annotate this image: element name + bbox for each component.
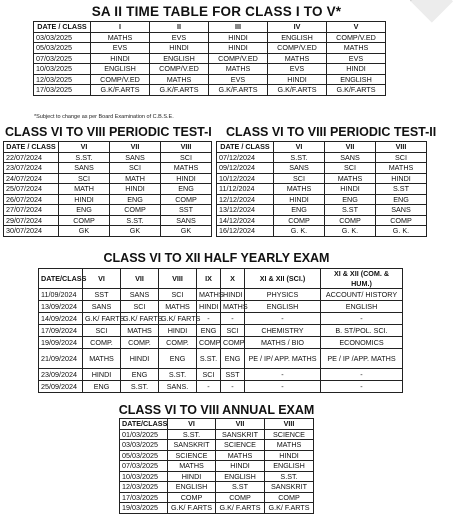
subject-cell: G.K/ F.ARTS	[168, 503, 216, 514]
header-class-1: VI	[83, 269, 121, 289]
subject-cell: COMP.	[121, 337, 159, 349]
subject-cell: HINDI	[168, 471, 216, 482]
subject-cell: ENG	[376, 194, 427, 205]
subject-cell: MATHS	[265, 440, 314, 451]
subject-cell: S.ST.	[110, 215, 161, 226]
subject-cell: SCI	[376, 152, 427, 163]
date-cell: 24/07/2024	[4, 173, 59, 184]
date-cell: 17/09/2024	[39, 325, 83, 337]
subject-cell: -	[197, 313, 221, 325]
subject-cell: SCI	[110, 163, 161, 174]
subject-cell: MATHS	[268, 53, 327, 64]
subject-cell: SANS	[274, 163, 325, 174]
header-class-5: V	[327, 22, 386, 33]
table-row	[120, 440, 314, 451]
subject-cell: ENG	[274, 205, 325, 216]
date-cell: 10/03/2025	[120, 471, 168, 482]
subject-cell: SANS	[161, 215, 212, 226]
subject-cell: HINDI	[209, 43, 268, 54]
table-row	[4, 184, 212, 195]
date-cell: 26/07/2024	[4, 194, 59, 205]
subject-cell: ENGLISH	[91, 64, 150, 75]
subject-cell: GK	[110, 226, 161, 237]
annual-title: CLASS VI TO VIII ANNUAL EXAM	[118, 403, 315, 417]
header-class-2: VII	[121, 269, 159, 289]
subject-cell: COMP	[161, 194, 212, 205]
table-header-row	[39, 269, 403, 289]
subject-cell: -	[221, 313, 245, 325]
date-cell: 17/03/2025	[120, 492, 168, 503]
subject-cell: -	[245, 313, 321, 325]
subject-cell: ENG	[221, 349, 245, 369]
date-cell: 19/03/2025	[120, 503, 168, 514]
table-row	[34, 53, 386, 64]
timetable-1-5-table	[33, 21, 386, 96]
subject-cell: GK	[161, 226, 212, 237]
table-row	[34, 74, 386, 85]
subject-cell: HINDI	[216, 461, 265, 472]
subject-cell: COMP.	[83, 337, 121, 349]
subject-cell: ENGLISH	[265, 461, 314, 472]
subject-cell: ENGLISH	[327, 74, 386, 85]
date-cell: 14/12/2024	[217, 215, 274, 226]
header-date-class: DATE / CLASS	[34, 22, 91, 33]
header-date-class: DATE/CLASS	[120, 419, 168, 430]
subject-cell: -	[197, 381, 221, 393]
subject-cell: HINDI	[121, 349, 159, 369]
subject-cell: PHYSICS	[245, 289, 321, 301]
subject-cell: MATHS	[216, 450, 265, 461]
subject-cell: HINDI	[159, 325, 197, 337]
subject-cell: S.ST.	[197, 349, 221, 369]
subject-cell: SCIENCE	[216, 440, 265, 451]
subject-cell: S.ST.	[159, 369, 197, 381]
subject-cell: SANSKRIT	[216, 429, 265, 440]
date-cell: 05/03/2025	[34, 43, 91, 54]
subject-cell: ENG	[110, 194, 161, 205]
subject-cell: HINDI	[83, 369, 121, 381]
table-row	[120, 461, 314, 472]
subject-cell: SCI	[59, 173, 110, 184]
subject-cell: -	[221, 381, 245, 393]
table-row	[4, 205, 212, 216]
table-row	[4, 194, 212, 205]
table-row	[39, 349, 403, 369]
subject-cell: MATHS	[325, 173, 376, 184]
subject-cell: G.K/F.ARTS	[209, 85, 268, 96]
date-cell: 12/03/2025	[34, 74, 91, 85]
subject-cell: SANSKRIT	[265, 482, 314, 493]
subject-cell: G.K/F.ARTS	[268, 85, 327, 96]
subject-cell: COMP/V.ED	[91, 74, 150, 85]
subject-cell: HINDI	[161, 173, 212, 184]
table-row	[39, 325, 403, 337]
subject-cell: HINDI	[110, 184, 161, 195]
subject-cell: SST	[83, 289, 121, 301]
header-class-2: II	[150, 22, 209, 33]
table-row	[4, 215, 212, 226]
date-cell: 03/03/2025	[120, 440, 168, 451]
timetable-note: *Subject to change as per Board Examination of C.B.S.E.	[34, 114, 174, 120]
subject-cell: ENG	[83, 381, 121, 393]
subject-cell: G. K.	[376, 226, 427, 237]
table-row	[4, 163, 212, 174]
date-cell: 25/09/2024	[39, 381, 83, 393]
subject-cell: SCI	[197, 369, 221, 381]
subject-cell: S.ST	[325, 205, 376, 216]
subject-cell: ENG	[59, 205, 110, 216]
subject-cell: SCI	[274, 173, 325, 184]
periodic-2-title: CLASS VI TO VIII PERIODIC TEST-II	[226, 125, 437, 139]
header-class-3: III	[209, 22, 268, 33]
subject-cell: ENG	[159, 349, 197, 369]
subject-cell: COMP	[221, 337, 245, 349]
table-row	[217, 226, 427, 237]
subject-cell: G.K/F.ARTS	[150, 85, 209, 96]
subject-cell: HINDI	[59, 194, 110, 205]
subject-cell: ENGLISH	[150, 53, 209, 64]
date-cell: 05/03/2025	[120, 450, 168, 461]
subject-cell: SCIENCE	[265, 429, 314, 440]
subject-cell: G.K/ F.ARTS	[265, 503, 314, 514]
table-row	[4, 226, 212, 237]
subject-cell: COMP/V.ED	[150, 64, 209, 75]
date-cell: 29/07/2024	[4, 215, 59, 226]
header-class-7: XI & XII (COM. & HUM.)	[321, 269, 403, 289]
table-row	[217, 152, 427, 163]
date-cell: 30/07/2024	[4, 226, 59, 237]
subject-cell: -	[245, 381, 321, 393]
subject-cell: COMP/V.ED	[327, 32, 386, 43]
header-class-3: VIII	[161, 142, 212, 153]
subject-cell: SST	[221, 369, 245, 381]
table-row	[39, 289, 403, 301]
table-row	[217, 215, 427, 226]
table-row	[34, 32, 386, 43]
date-cell: 10/12/2024	[217, 173, 274, 184]
subject-cell: MATHS	[150, 74, 209, 85]
subject-cell: HINDI	[91, 53, 150, 64]
header-class-4: IX	[197, 269, 221, 289]
date-cell: 14/09/2024	[39, 313, 83, 325]
subject-cell: MATHS	[274, 184, 325, 195]
subject-cell: COMP/V.ED	[268, 43, 327, 54]
table-header-row	[4, 142, 212, 153]
subject-cell: SCI	[159, 289, 197, 301]
subject-cell: EVS	[268, 64, 327, 75]
subject-cell: -	[321, 381, 403, 393]
annual-table	[119, 418, 314, 514]
subject-cell: G.K/F.ARTS	[327, 85, 386, 96]
subject-cell: MATHS	[121, 325, 159, 337]
header-class-2: VII	[325, 142, 376, 153]
subject-cell: G.K/ F.ARTS	[216, 503, 265, 514]
subject-cell: G.K/F.ARTS	[91, 85, 150, 96]
table-row	[39, 337, 403, 349]
subject-cell: ENG	[197, 325, 221, 337]
subject-cell: ENGLISH	[216, 471, 265, 482]
date-cell: 09/12/2024	[217, 163, 274, 174]
subject-cell: MATHS / BIO	[245, 337, 321, 349]
subject-cell: ENGLISH	[245, 301, 321, 313]
subject-cell: HINDI	[325, 184, 376, 195]
subject-cell: CHEMISTRY	[245, 325, 321, 337]
subject-cell: SANS	[110, 152, 161, 163]
subject-cell: S.ST	[376, 184, 427, 195]
subject-cell: B. ST/POL. SCI.	[321, 325, 403, 337]
subject-cell: COMP	[265, 492, 314, 503]
date-cell: 10/03/2025	[34, 64, 91, 75]
table-row	[39, 381, 403, 393]
table-row	[34, 85, 386, 96]
subject-cell: HINDI	[265, 450, 314, 461]
date-cell: 22/07/2024	[4, 152, 59, 163]
date-cell: 17/03/2025	[34, 85, 91, 96]
table-row	[120, 429, 314, 440]
subject-cell: S.ST.	[59, 152, 110, 163]
table-row	[39, 313, 403, 325]
periodic-1-title: CLASS VI TO VIII PERIODIC TEST-I	[5, 125, 212, 139]
date-cell: 16/12/2024	[217, 226, 274, 237]
table-row	[120, 492, 314, 503]
subject-cell: HINDI	[209, 32, 268, 43]
subject-cell: SCI	[325, 163, 376, 174]
date-cell: 03/03/2025	[34, 32, 91, 43]
table-row	[4, 152, 212, 163]
date-cell: 21/09/2024	[39, 349, 83, 369]
subject-cell: SCI	[121, 301, 159, 313]
subject-cell: COMP	[274, 215, 325, 226]
subject-cell: EVS	[209, 74, 268, 85]
subject-cell: PE / IP /APP. MATHS	[321, 349, 403, 369]
subject-cell: SANS	[83, 301, 121, 313]
subject-cell: MATHS	[161, 163, 212, 174]
header-date-class: DATE / CLASS	[217, 142, 274, 153]
subject-cell: COMP	[197, 337, 221, 349]
table-row	[34, 64, 386, 75]
subject-cell: ENG	[161, 184, 212, 195]
subject-cell: COMP/V.ED	[209, 53, 268, 64]
subject-cell: ECONOMICS	[321, 337, 403, 349]
subject-cell: SST	[161, 205, 212, 216]
subject-cell: MATH	[110, 173, 161, 184]
subject-cell: HINDI	[274, 194, 325, 205]
subject-cell: COMP	[216, 492, 265, 503]
header-class-6: XI & XII (SCI.)	[245, 269, 321, 289]
header-date-class: DATE/CLASS	[39, 269, 83, 289]
subject-cell: SANS	[121, 289, 159, 301]
table-row	[217, 205, 427, 216]
date-cell: 07/12/2024	[217, 152, 274, 163]
subject-cell: ENG	[325, 194, 376, 205]
subject-cell: HINDI	[221, 289, 245, 301]
subject-cell: SCI	[221, 325, 245, 337]
subject-cell: HINDI	[197, 301, 221, 313]
subject-cell: HINDI	[327, 64, 386, 75]
subject-cell: ENGLISH	[268, 32, 327, 43]
table-header-row	[34, 22, 386, 33]
table-row	[39, 301, 403, 313]
date-cell: 13/12/2024	[217, 205, 274, 216]
subject-cell: EVS	[91, 43, 150, 54]
header-class-1: VI	[274, 142, 325, 153]
date-cell: 19/09/2024	[39, 337, 83, 349]
table-row	[120, 503, 314, 514]
subject-cell: MATHS	[197, 289, 221, 301]
subject-cell: -	[321, 313, 403, 325]
date-cell: 13/09/2024	[39, 301, 83, 313]
table-row	[217, 163, 427, 174]
header-class-5: X	[221, 269, 245, 289]
subject-cell: COMP	[59, 215, 110, 226]
subject-cell: SCI	[83, 325, 121, 337]
subject-cell: EVS	[150, 32, 209, 43]
subject-cell: SANS	[59, 163, 110, 174]
half-yearly-title: CLASS VI TO XII HALF YEARLY EXAM	[103, 251, 330, 265]
date-cell: 12/12/2024	[217, 194, 274, 205]
subject-cell: MATHS	[376, 163, 427, 174]
subject-cell: MATH	[59, 184, 110, 195]
subject-cell: ENGLISH	[168, 482, 216, 493]
subject-cell: GK	[59, 226, 110, 237]
subject-cell: SANSKRIT	[168, 440, 216, 451]
header-class-1: VI	[168, 419, 216, 430]
date-cell: 12/03/2025	[120, 482, 168, 493]
periodic-1-table	[3, 141, 212, 237]
subject-cell: SANS.	[159, 381, 197, 393]
table-row	[120, 482, 314, 493]
date-cell: 07/03/2025	[34, 53, 91, 64]
subject-cell: S.ST.	[168, 429, 216, 440]
table-row	[120, 471, 314, 482]
subject-cell: MATHS	[83, 349, 121, 369]
header-class-2: VII	[110, 142, 161, 153]
subject-cell: COMP	[110, 205, 161, 216]
header-date-class: DATE / CLASS	[4, 142, 59, 153]
subject-cell: MATHS	[209, 64, 268, 75]
periodic-2-table	[216, 141, 427, 237]
subject-cell: MATHS	[159, 301, 197, 313]
subject-cell: SANS	[325, 152, 376, 163]
date-cell: 11/09/2024	[39, 289, 83, 301]
subject-cell: COMP	[168, 492, 216, 503]
table-row	[217, 173, 427, 184]
date-cell: 07/03/2025	[120, 461, 168, 472]
subject-cell: SCI	[161, 152, 212, 163]
subject-cell: G. K.	[325, 226, 376, 237]
date-cell: 23/09/2024	[39, 369, 83, 381]
subject-cell: EVS	[327, 53, 386, 64]
header-class-2: VII	[216, 419, 265, 430]
header-class-4: IV	[268, 22, 327, 33]
table-row	[217, 184, 427, 195]
subject-cell: G.K/ FARTS	[83, 313, 121, 325]
subject-cell: MATHS	[327, 43, 386, 54]
table-header-row	[120, 419, 314, 430]
table-row	[120, 450, 314, 461]
table-row	[4, 173, 212, 184]
subject-cell: S.ST	[216, 482, 265, 493]
table-row	[39, 369, 403, 381]
subject-cell: S.ST.	[265, 471, 314, 482]
subject-cell: G.K/ FARTS	[159, 313, 197, 325]
timetable-1-5-title: SA II TIME TABLE FOR CLASS I TO V*	[91, 4, 342, 19]
subject-cell: ACCOUNT/ HISTORY	[321, 289, 403, 301]
date-cell: 25/07/2024	[4, 184, 59, 195]
date-cell: 27/07/2024	[4, 205, 59, 216]
half-yearly-table	[38, 268, 403, 393]
subject-cell: G.K/ FARTS	[121, 313, 159, 325]
subject-cell: SCIENCE	[168, 450, 216, 461]
subject-cell: S.ST.	[274, 152, 325, 163]
date-cell: 01/03/2025	[120, 429, 168, 440]
header-class-3: VIII	[159, 269, 197, 289]
table-row	[34, 43, 386, 54]
table-header-row	[217, 142, 427, 153]
subject-cell: HINDI	[150, 43, 209, 54]
header-class-1: I	[91, 22, 150, 33]
date-cell: 11/12/2024	[217, 184, 274, 195]
subject-cell: PE / IP/ APP. MATHS	[245, 349, 321, 369]
subject-cell: S.ST.	[121, 381, 159, 393]
subject-cell: COMP	[376, 215, 427, 226]
subject-cell: ENG	[121, 369, 159, 381]
subject-cell: MATHS	[91, 32, 150, 43]
date-cell: 23/07/2024	[4, 163, 59, 174]
subject-cell: -	[245, 369, 321, 381]
subject-cell: HINDI	[268, 74, 327, 85]
subject-cell: G. K.	[274, 226, 325, 237]
subject-cell: SANS	[376, 205, 427, 216]
subject-cell: HINDI	[376, 173, 427, 184]
header-class-3: VIII	[376, 142, 427, 153]
subject-cell: COMP.	[159, 337, 197, 349]
subject-cell: MATHS	[168, 461, 216, 472]
header-class-3: VIII	[265, 419, 314, 430]
subject-cell: COMP	[325, 215, 376, 226]
subject-cell: ENGLISH	[321, 301, 403, 313]
header-class-1: VI	[59, 142, 110, 153]
subject-cell: MATHS	[221, 301, 245, 313]
table-row	[217, 194, 427, 205]
subject-cell: -	[321, 369, 403, 381]
